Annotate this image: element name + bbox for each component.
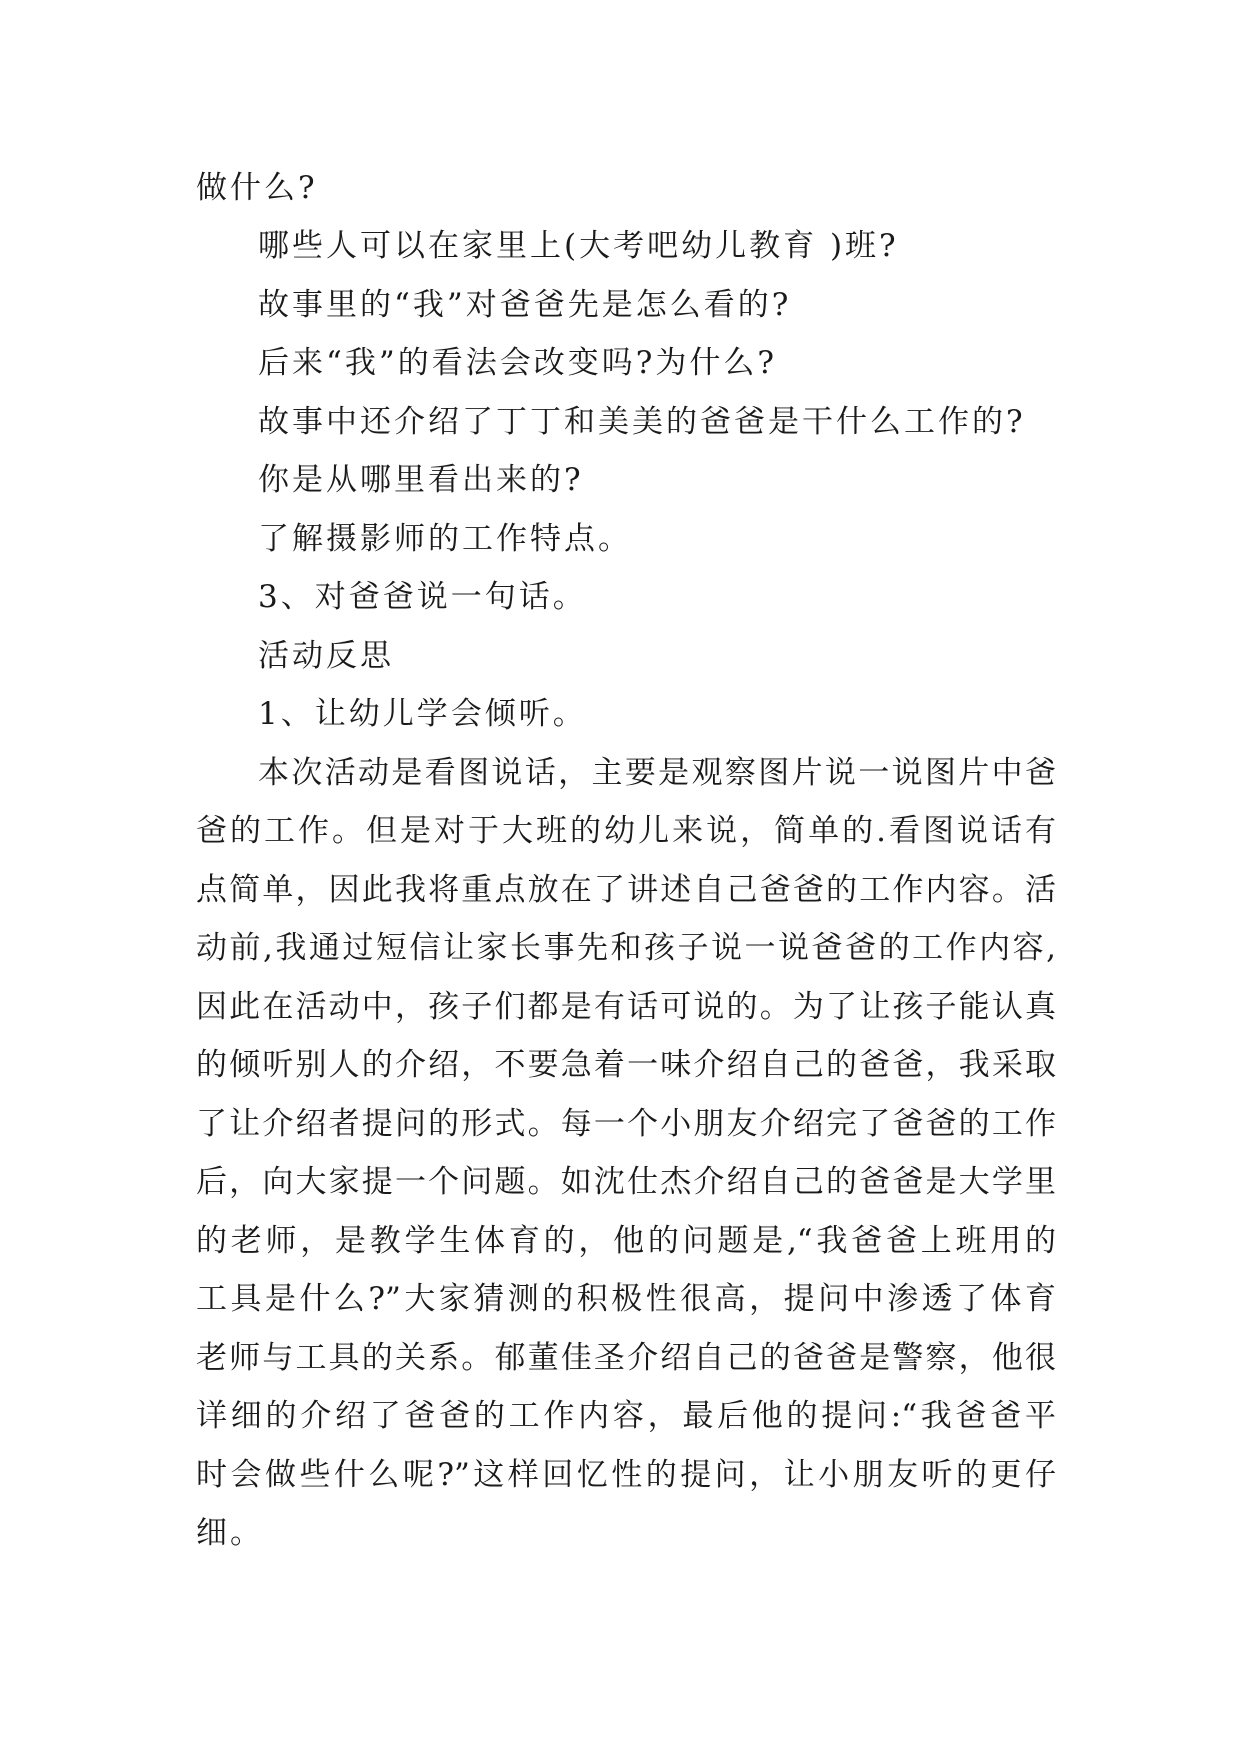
paragraph-line-12: 详细的介绍了爸爸的工作内容，最后他的提问:“我爸爸平	[196, 1398, 1056, 1434]
paragraph-line-2: 爸的工作。但是对于大班的幼儿来说，简单的.看图说话有	[196, 813, 1056, 849]
question-line-6: 了解摄影师的工作特点。	[258, 521, 632, 557]
paragraph-line-11: 老师与工具的关系。郁董佳圣介绍自己的爸爸是警察，他很	[196, 1340, 1056, 1376]
paragraph-line-9: 的老师，是教学生体育的，他的问题是,“我爸爸上班用的	[196, 1223, 1056, 1259]
question-line-3: 后来“我”的看法会改变吗?为什么?	[258, 345, 777, 381]
paragraph-line-4: 动前,我通过短信让家长事先和孩子说一说爸爸的工作内容,	[196, 930, 1056, 966]
question-line-1: 哪些人可以在家里上(大考吧幼儿教育 )班?	[258, 228, 899, 264]
paragraph-line-7: 了让介绍者提问的形式。每一个小朋友介绍完了爸爸的工作	[196, 1106, 1056, 1142]
step-3-text: 3、对爸爸说一句话。	[258, 579, 587, 615]
paragraph-line-5: 因此在活动中，孩子们都是有话可说的。为了让孩子能认真	[196, 989, 1056, 1025]
paragraph-line-13: 时会做些什么呢?”这样回忆性的提问，让小朋友听的更仔	[196, 1457, 1056, 1493]
paragraph-line-10: 工具是什么?”大家猜测的积极性很高，提问中渗透了体育	[196, 1281, 1056, 1317]
paragraph-line-6: 的倾听别人的介绍，不要急着一味介绍自己的爸爸，我采取	[196, 1047, 1056, 1083]
top-continuation-text: 做什么?	[196, 170, 318, 206]
question-line-2: 故事里的“我”对爸爸先是怎么看的?	[258, 287, 792, 323]
question-line-4: 故事中还介绍了丁丁和美美的爸爸是干什么工作的?	[258, 404, 1026, 440]
reflection-point-1: 1、让幼儿学会倾听。	[258, 696, 587, 732]
reflection-heading: 活动反思	[258, 638, 394, 674]
paragraph-line-14: 细。	[196, 1515, 264, 1551]
question-line-5: 你是从哪里看出来的?	[258, 462, 584, 498]
paragraph-line-3: 点简单，因此我将重点放在了讲述自己爸爸的工作内容。活	[196, 872, 1056, 908]
paragraph-line-8: 后，向大家提一个问题。如沈仕杰介绍自己的爸爸是大学里	[196, 1164, 1056, 1200]
paragraph-line-1: 本次活动是看图说话，主要是观察图片说一说图片中爸	[258, 755, 1056, 791]
